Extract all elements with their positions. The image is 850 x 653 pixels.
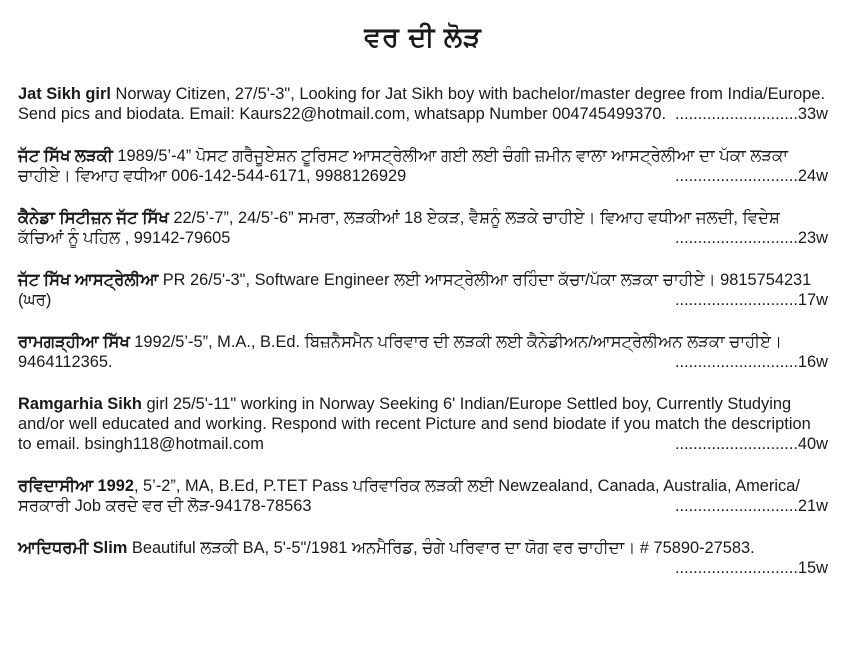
ad-body: Norway Citizen, 27/5'-3", Looking for Jat Sikh boy with bachelor/master degree from India/Europe. Send pics and biodata. Email: Kaurs22@hotmail.com, whatsapp Number 004745499370.: [18, 85, 826, 123]
ad-lead: ਆਦਿਧਰਮੀ Slim: [18, 539, 128, 557]
ad-word-count: ...........................16w: [674, 353, 828, 371]
ad-item: [18, 476, 828, 516]
ad-word-count: ...........................33w: [674, 105, 828, 123]
ad-lead: Ramgarhia Sikh: [18, 395, 142, 413]
ad-item: [18, 146, 828, 186]
ad-item: [18, 538, 828, 578]
ad-word-count: ...........................23w: [674, 229, 828, 247]
ad-item: [18, 394, 828, 454]
ad-word-count: ...........................40w: [674, 435, 828, 453]
ad-item: [18, 208, 828, 248]
ad-body: Beautiful ਲੜਕੀ BA, 5'-5"/1981 ਅਨਮੈਰਿਡ, ਚੰਗੇ ਪਰਿਵਾਰ ਦਾ ਯੋਗ ਵਰ ਚਾਹੀਦਾ। # 75890-27583.: [127, 539, 755, 557]
ad-lead: ਰਵਿਦਾਸੀਆ 1992: [18, 477, 134, 495]
page-title: ਵਰ ਦੀ ਲੋੜ: [364, 22, 482, 52]
ad-word-count: ...........................15w: [674, 559, 828, 577]
ad-word-count: ...........................21w: [674, 497, 828, 515]
ad-body: PR 26/5'-3", Software Engineer ਲਈ ਆਸਟ੍ਰੇਲੀਆ ਰਹਿੰਦਾ ਕੱਚਾ/ਪੱਕਾ ਲੜਕਾ ਚਾਹੀਏ। 9815754231 (ਘਰ): [18, 271, 812, 309]
ad-body: 1989/5’-4” ਪੋਸਟ ਗਰੈਜੂਏਸ਼ਨ ਟੂਰਿਸਟ ਆਸਟ੍ਰੇਲੀਆ ਗਈ ਲਈ ਚੰਗੀ ਜ਼ਮੀਨ ਵਾਲਾ ਆਸਟ੍ਰੇਲੀਆ ਦਾ ਪੱਕਾ ਲੜਕਾ ਚਾਹੀਏ। ਵਿਆਹ ਵਧੀਆ 006-142-544-6171, 9988126929: [18, 147, 788, 185]
ad-word-count: ...........................17w: [674, 291, 828, 309]
ad-body: 1992/5’-5”, M.A., B.Ed. ਬਿਜ਼ਨੈਸਮੈਨ ਪਰਿਵਾਰ ਦੀ ਲੜਕੀ ਲਈ ਕੈਨੇਡੀਅਨ/ਆਸਟ੍ਰੇਲੀਅਨ ਲੜਕਾ ਚਾਹੀਏ। 9464112365.: [18, 333, 782, 371]
ad-list: [18, 84, 828, 578]
ad-body: , 5’-2”, MA, B.Ed, P.TET Pass ਪਰਿਵਾਰਿਕ ਲੜਕੀ ਲਈ Newzealand, Canada, Australia, America/ ਸਰਕਾਰੀ Job ਕਰਦੇ ਵਰ ਦੀ ਲੋੜ-94178-78563: [18, 477, 800, 515]
ad-body: 22/5’-7”, 24/5’-6” ਸਮਰਾ, ਲੜਕੀਆਂ 18 ਏਕੜ, ਵੈਸ਼ਨੂੰ ਲੜਕੇ ਚਾਹੀਏ। ਵਿਆਹ ਵਧੀਆ ਜਲਦੀ, ਵਿਦੇਸ਼ ਕੱਚਿਆਂ ਨੂੰ ਪਹਿਲ , 99142-79605: [18, 209, 780, 247]
ad-lead: ਰਾਮਗੜ੍ਹੀਆ ਸਿੱਖ: [18, 333, 130, 351]
ad-item: [18, 270, 828, 310]
ad-body: girl 25/5'-11" working in Norway Seeking 6' Indian/Europe Settled boy, Currently Studying and/or well educated and working. Respond with recent Picture and send biodate if you match the description to email. bsingh118@hotmail.com: [18, 395, 811, 453]
ad-item: [18, 84, 828, 124]
ad-lead: ਜੱਟ ਸਿੱਖ ਲੜਕੀ: [18, 147, 113, 165]
ad-lead: ਜੱਟ ਸਿੱਖ ਆਸਟ੍ਰੇਲੀਆ: [18, 271, 159, 289]
ad-word-count: ...........................24w: [674, 167, 828, 185]
ad-item: [18, 332, 828, 372]
ad-lead: ਕੈਨੇਡਾ ਸਿਟੀਜ਼ਨ ਜੱਟ ਸਿੱਖ: [18, 209, 169, 227]
ad-lead: Jat Sikh girl: [18, 85, 111, 103]
